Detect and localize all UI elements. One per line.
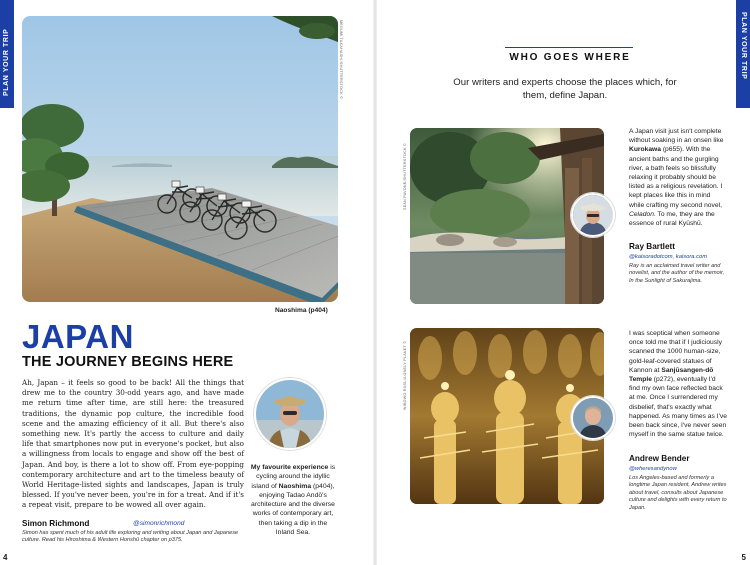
page-number-right: 5 [741,553,746,562]
section-intro: Our writers and experts choose the places which, for them, define Japan. [453,77,677,101]
onsen-place: Kurokawa [629,146,661,154]
favourite-text-1: is cycling around the idyllic island of [251,464,336,490]
onsen-photo-credit: SEAN PAVONE/SHUTTERSTOCK © [403,143,407,210]
section-heading: WHO GOES WHERE [509,52,631,63]
onsen-text-3: . To me, they are the essence of rural Kyūshū. [629,210,715,228]
favourite-place: Naoshima [278,482,312,490]
side-tab-left [0,0,14,108]
ray-bartlett-bio: Ray is an acclaimed travel writer and novelist, and the author of the memoir, In the Sunlight of Sakurajima. [629,263,725,284]
andrew-bender-handle: @wheresandynow [629,466,677,472]
author-handle: @simonrichmond [133,520,185,527]
page-number-left: 4 [3,553,8,562]
page-gutter [373,0,377,565]
temple-place: Sanjūsangen-dō Temple [629,366,714,384]
hero-photo-credit: MEGUMI TAKAHASHI/SHUTTERSTOCK © [339,20,343,100]
onsen-text-1: A Japan visit just isn't complete without soaking in an onsen like [629,128,724,145]
ray-bartlett-name: Ray Bartlett [629,242,675,251]
author-bio: Simon has spent much of his adult life exploring and writing about Japan and Japanese culture. Read his Hiroshima & Western Honshū chapter on p375. [22,530,239,544]
intro-body-text: Ah, Japan – it feels so good to be back! All the things that drew me to the country 30-odd years ago, and have made me return time after time, are still here: the treasured traditions, the dynamic pop culture, the incredible food scene and the amazing efficiency of it all. But there's also something new. It's partly the access to culture and daily life that smartphones now put in everyone's pocket, but also a willingness from locals to engage and show off the best of Japan. And boy, is there a lot to show off. From eye-popping contemporary architecture and art to the timeless beauty of World Heritage-listed sights and landscapes, Japan is truly blessed. If you've never been, you're in for a treat. And if it's a repeat visit, prepare to be wowed all over again. [22,378,244,510]
favourite-lead: My favourite experience [250,464,329,471]
andrew-bender-name: Andrew Bender [629,454,690,463]
page-subtitle: THE JOURNEY BEGINS HERE [22,354,234,370]
side-tab-left-label: PLAN YOUR TRIP [3,28,10,96]
ray-bartlett-avatar [571,193,615,237]
heading-rule [505,47,633,48]
naoshima-photo [22,16,338,302]
andrew-bender-bio: Los Angeles-based and formerly a longtime Japan resident, Andrew writes about travel, consults about Japanese culture and delights with every return to Japan. [629,475,727,511]
onsen-entry-text [629,127,727,228]
page-title: JAPAN [22,318,134,355]
side-tab-right-label: PLAN YOUR TRIP [740,12,747,80]
onsen-book-title: Celadon [629,210,654,218]
temple-photo-credit: WIBOWO RUSLI/LONELY PLANET © [403,340,407,410]
favourite-quote [249,463,337,537]
andrew-bender-avatar [571,396,615,440]
hero-photo-caption: Naoshima (p404) [275,307,328,314]
author-avatar [254,378,326,450]
favourite-text-2: (p404), enjoying Tadao Andō's architecture and the diverse works of contemporary art, then taking a dip in the Inland Sea. [251,482,335,537]
ray-bartlett-handle: @kaisoradotcom, kaisora.com [629,254,708,260]
temple-text-1: I was sceptical when someone once told me that if I judiciously scanned the 1000 human-size, gold-leaf-covered statues of Kannon at [629,330,722,374]
side-tab-right [736,0,750,108]
onsen-text-2: (p655). With the ancient baths and the gurgling river, a bath feels so blissfully relaxing it probably should be listed as a religious revelation. I kept places like this in mind while crafting my second novel, [629,146,723,209]
temple-text-2: (p272), eventually I'd find my own face reflected back at me. Once I surrendered my disbelief, that's exactly what happened. As many times as I've been back since, I've never seen myself in the same statue twice. [629,376,727,439]
temple-entry-text [629,329,727,439]
author-name: Simon Richmond [22,519,90,528]
